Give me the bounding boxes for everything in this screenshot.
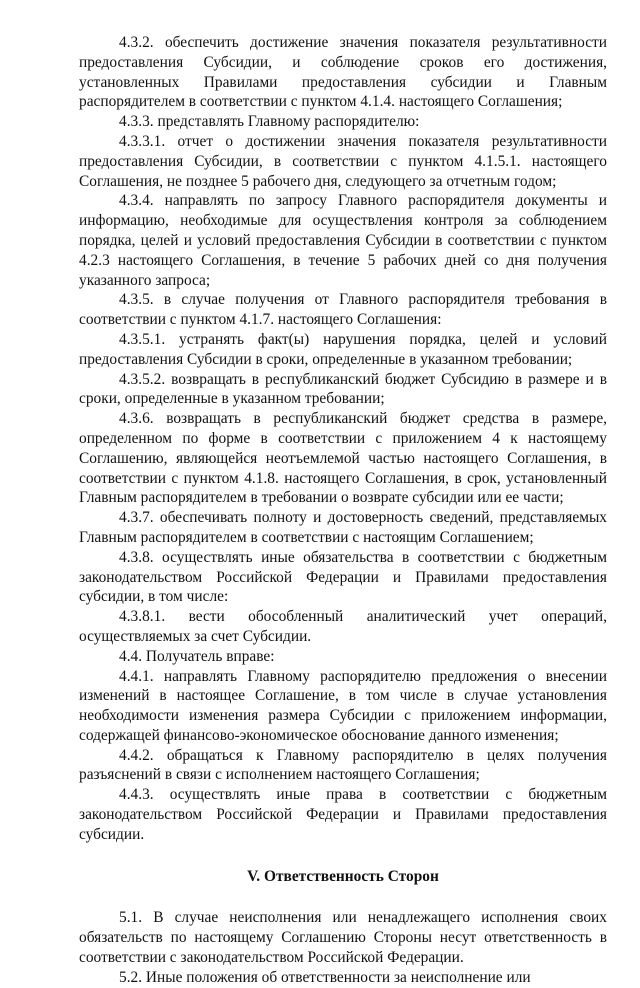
paragraph-4-3-8-1: 4.3.8.1. вести обособленный аналитический учет операций, осуществляемых за счет Субсидии. — [79, 608, 607, 645]
paragraph-4-3-4: 4.3.4. направлять по запросу Главного распорядителя документы и информацию, необходимые для осуществления контроля за соблюдением порядка, целей и условий предоставления Субсидии в соответствии с пунктом 4.2.3 настоящего Соглашения, в течение 5 рабочих дней со дня получения указанного запроса; — [79, 192, 607, 289]
paragraph-4-3-5-1: 4.3.5.1. устранять факт(ы) нарушения порядка, целей и условий предоставления Субсидии в сроки, определенные в указанном требовании; — [79, 330, 607, 368]
paragraph-4-3-3: 4.3.3. представлять Главному распорядителю: — [119, 113, 420, 131]
paragraph-4-4-3: 4.4.3. осуществлять иные права в соответствии с бюджетным законодательством Российской Федерации и Правилами предоставления субсидии. — [79, 786, 607, 843]
paragraph-4-3-3-1: 4.3.3.1. отчет о достижении значения показателя результативности предоставления Субсидии, в соответствии с пунктом 4.1.5.1. настоящего Соглашения, не позднее 5 рабочего дня, следующего за отчетным годом; — [79, 132, 607, 190]
paragraph-4-3-5-2: 4.3.5.2. возвращать в республиканский бюджет Субсидию в размере и в сроки, определенные в указанном требовании; — [79, 370, 607, 408]
paragraph-4-3-7: 4.3.7. обеспечивать полноту и достоверность сведений, представляемых Главным распорядителем в соответствии с настоящим Соглашением; — [79, 509, 607, 546]
paragraph-4-4-2: 4.4.2. обращаться к Главному распорядителю в целях получения разъяснений в связи с исполнением настоящего Соглашения; — [79, 746, 607, 784]
paragraph-5-2: 5.2. Иные положения об ответственности за неисполнение или — [119, 968, 531, 986]
paragraph-4-3-2: 4.3.2. обеспечить достижение значения показателя результативности предоставления Субсидии, и соблюдение сроков его достижения, установленных Правилами предоставления субсидии и Главным распорядителем в соответствии с пунктом 4.1.4. настоящего Соглашения; — [79, 34, 607, 111]
document-body — [79, 33, 607, 988]
paragraph-4-4-1: 4.4.1. направлять Главному распорядителю предложения о внесении изменений в настоящее Соглашение, в том числе в случае установления необходимости изменения размера Субсидии с приложением информации, содержащей финансово-экономическое обоснование данного изменения; — [79, 667, 607, 744]
section-heading: V. Ответственность Сторон — [247, 867, 439, 885]
paragraph-4-3-6: 4.3.6. возвращать в республиканский бюджет средства в размере, определенном по форме в соответствии с приложением 4 к настоящему Соглашению, являющейся неотъемлемой частью настоящего Соглашения, в соответствии с пунктом 4.1.8. настоящего Соглашения, в срок, установленный Главным распорядителем в требовании о возврате субсидии или ее части; — [79, 410, 607, 507]
paragraph-4-3-5: 4.3.5. в случае получения от Главного распорядителя требования в соответствии с пунктом 4.1.7. настоящего Соглашения: — [79, 291, 607, 329]
paragraph-4-4: 4.4. Получатель вправе: — [119, 647, 275, 665]
paragraph-4-3-8: 4.3.8. осуществлять иные обязательства в соответствии с бюджетным законодательством Российской Федерации и Правилами предоставления субсидии, в том числе: — [79, 548, 607, 606]
paragraph-5-1: 5.1. В случае неисполнения или ненадлежащего исполнения своих обязательств по настоящему Соглашению Стороны несут ответственность в соответствии с законодательством Российской Федерации. — [79, 909, 607, 967]
